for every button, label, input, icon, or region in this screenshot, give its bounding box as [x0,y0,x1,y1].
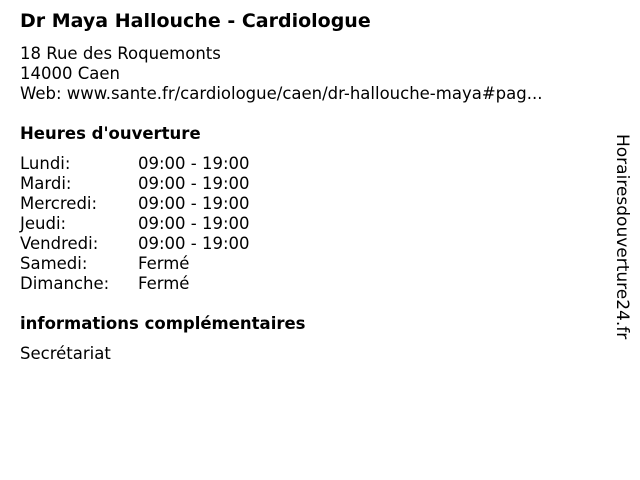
additional-info-heading: informations complémentaires [20,314,306,333]
address-block [20,44,542,104]
hours-row-sunday [20,274,250,294]
day-hours: 09:00 - 19:00 [138,154,250,173]
day-label: Lundi: [20,154,71,173]
street-address: 18 Rue des Roquemonts [20,44,221,63]
day-hours: 09:00 - 19:00 [138,174,250,193]
site-brand-watermark [612,134,634,354]
opening-hours-heading: Heures d'ouverture [20,124,201,143]
day-label: Mardi: [20,174,72,193]
page-title: Dr Maya Hallouche - Cardiologue [20,10,371,32]
day-hours: Fermé [138,254,190,273]
hours-row-wednesday [20,194,250,214]
day-label: Jeudi: [20,214,67,233]
brand-text: Horairesdouverture24.fr [612,134,632,340]
additional-info-text: Secrétariat [20,344,111,363]
hours-row-saturday [20,254,250,274]
opening-hours-list [20,154,250,294]
postal-city: 14000 Caen [20,64,120,83]
hours-row-monday [20,154,250,174]
hours-row-thursday [20,214,250,234]
day-label: Dimanche: [20,274,110,293]
hours-row-tuesday [20,174,250,194]
hours-row-friday [20,234,250,254]
day-hours: 09:00 - 19:00 [138,214,250,233]
day-hours: 09:00 - 19:00 [138,234,250,253]
day-label: Samedi: [20,254,88,273]
day-label: Mercredi: [20,194,98,213]
day-label: Vendredi: [20,234,99,253]
website-link[interactable]: Web: www.sante.fr/cardiologue/caen/dr-hallouche-maya#pag... [20,84,543,103]
day-hours: Fermé [138,274,190,293]
day-hours: 09:00 - 19:00 [138,194,250,213]
